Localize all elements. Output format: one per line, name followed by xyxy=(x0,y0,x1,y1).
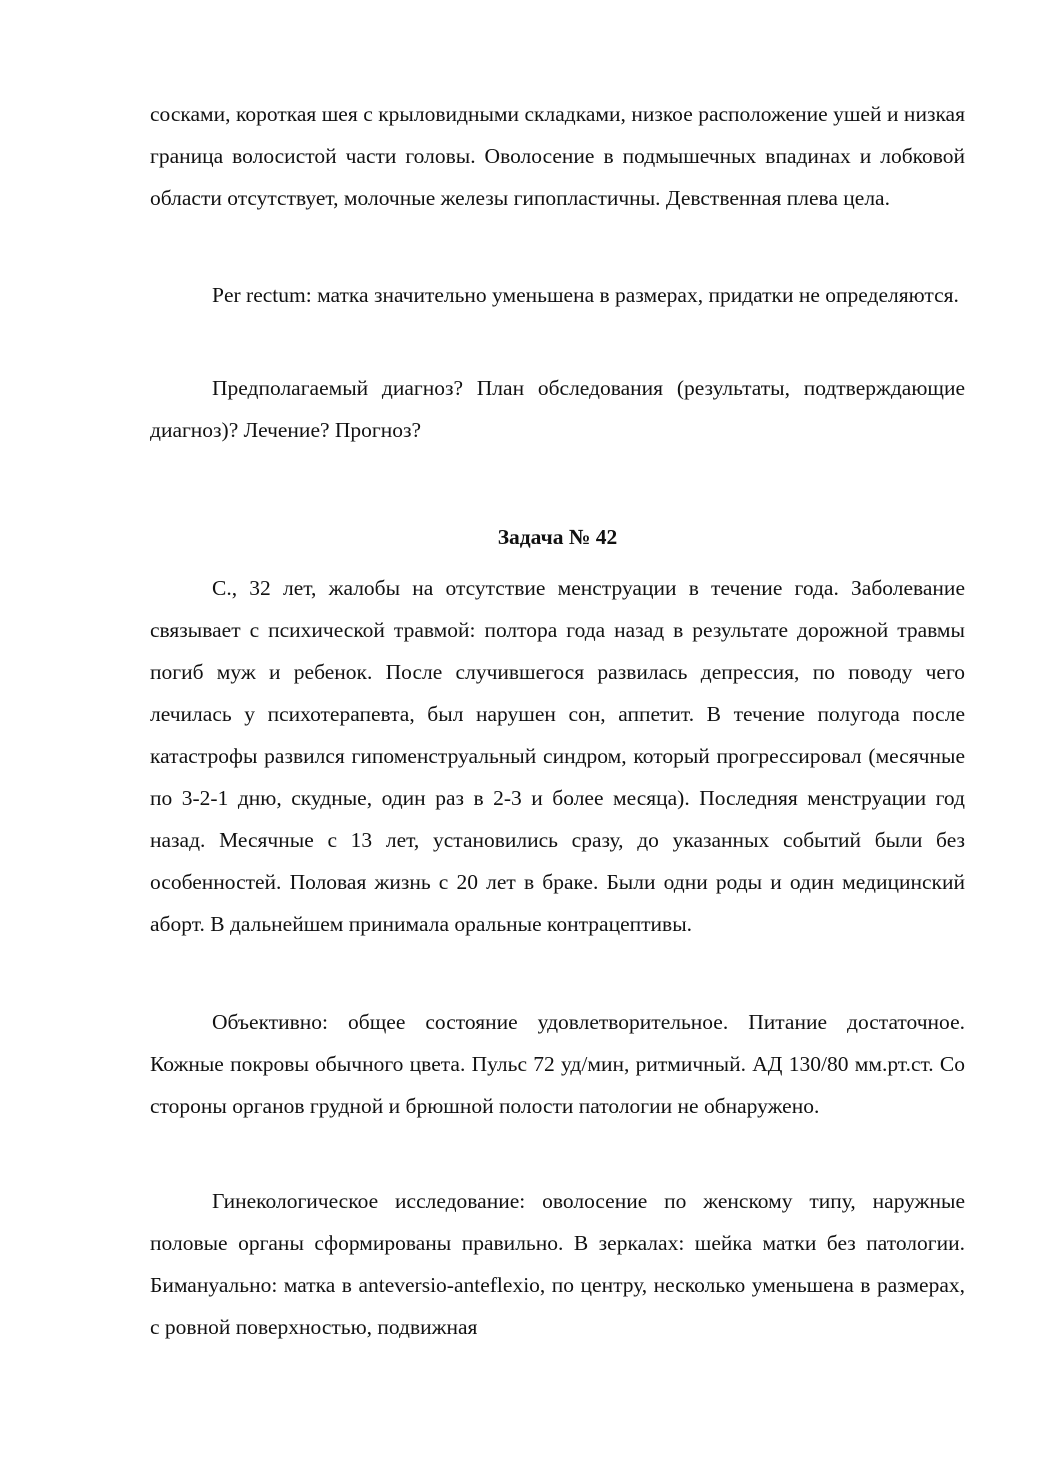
per-rectum-paragraph xyxy=(150,274,965,316)
continuation-paragraph xyxy=(150,93,965,219)
objective-paragraph xyxy=(150,1001,965,1127)
questions-paragraph xyxy=(150,367,965,451)
gynecological-paragraph xyxy=(150,1180,965,1348)
objective-text: Объективно: общее состояние удовлетворительное. Питание достаточное. Кожные покровы обычного цвета. Пульс 72 уд/мин, ритмичный. АД 130/80 мм.рт.ст. Со стороны органов грудной и брюшной полости патологии не обнаружено. xyxy=(150,1010,965,1118)
gynecological-text: Гинекологическое исследование: оволосение по женскому типу, наружные половые органы сформированы правильно. В зеркалах: шейка матки без патологии. Бимануально: матка в anteversio-anteflexio, по центру, несколько уменьшена в размерах, с ровной поверхностью, подвижная xyxy=(150,1189,965,1339)
anamnesis-paragraph xyxy=(150,567,965,945)
task-title: Задача № 42 xyxy=(497,525,618,549)
questions-text: Предполагаемый диагноз? План обследования (результаты, подтверждающие диагноз)? Лечение? Прогноз? xyxy=(150,376,965,442)
per-rectum-text: Per rectum: матка значительно уменьшена в размерах, придатки не определяются. xyxy=(212,283,959,307)
anamnesis-text: С., 32 лет, жалобы на отсутствие менструации в течение года. Заболевание связывает с психической травмой: полтора года назад в результате дорожной травмы погиб муж и ребенок. После случившегося развилась депрессия, по поводу чего лечилась у психотерапевта, был нарушен сон, аппетит. В течение полугода после катастрофы развился гипоменструальный синдром, который прогрессировал (месячные по 3-2-1 дню, скудные, один раз в 2-3 и более месяца). Последняя менструации год назад. Месячные с 13 лет, установились сразу, до указанных событий были без особенностей. Половая жизнь с 20 лет в браке. Были одни роды и один медицинский аборт. В дальнейшем принимала оральные контрацептивы. xyxy=(150,576,965,936)
continuation-text: сосками, короткая шея с крыловидными складками, низкое расположение ушей и низкая граница волосистой части головы. Оволосение в подмышечных впадинах и лобковой области отсутствует, молочные железы гипопластичны. Девственная плева цела. xyxy=(150,102,965,210)
